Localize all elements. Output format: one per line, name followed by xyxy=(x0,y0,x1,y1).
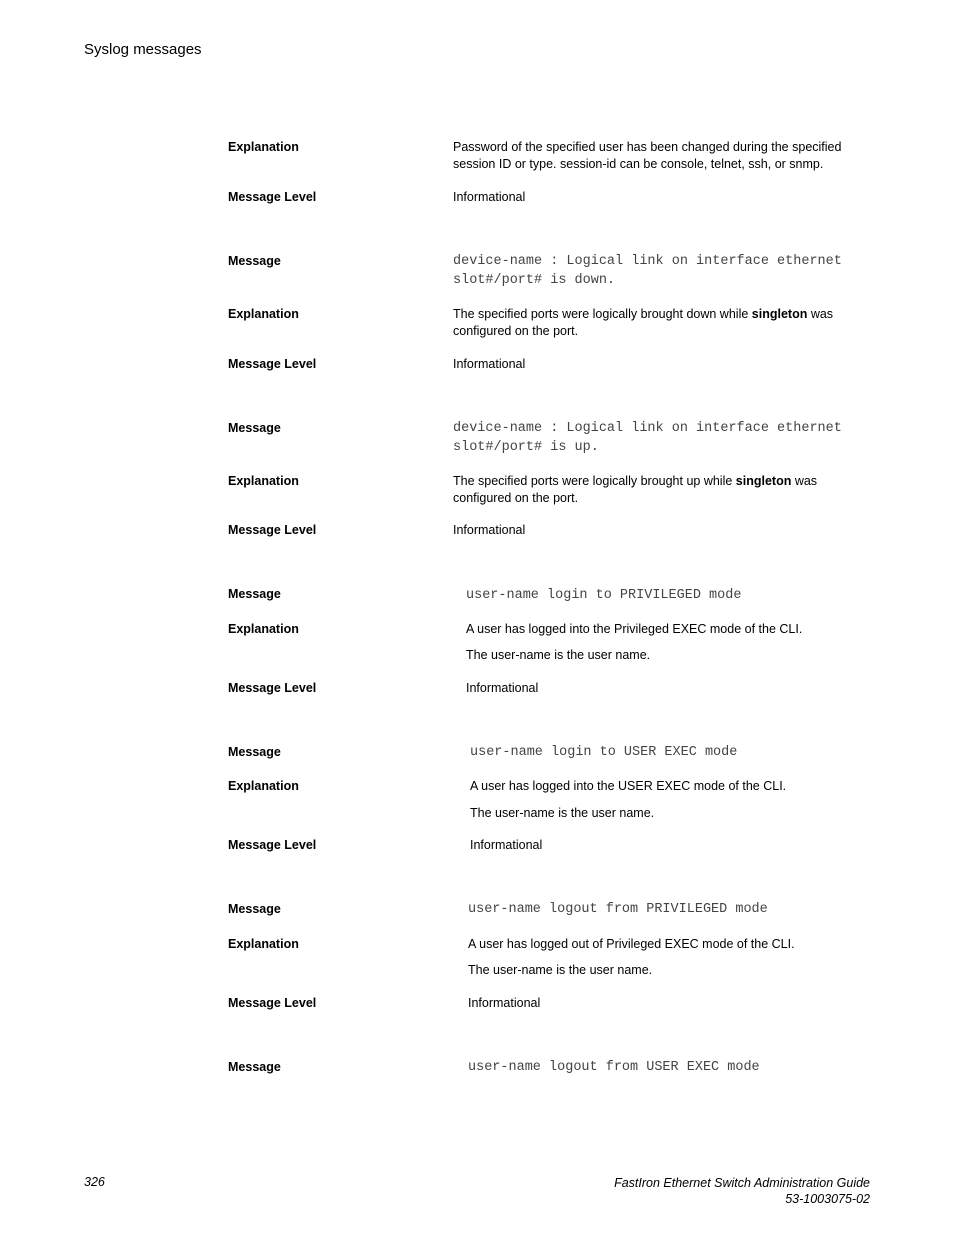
message-level-value: Informational xyxy=(468,996,541,1010)
running-header: Syslog messages xyxy=(84,41,202,58)
explanation-text: The specified ports were logically brought down while singleton was configured on the port. xyxy=(453,307,834,338)
message-text: user-name logout from PRIVILEGED mode xyxy=(468,902,768,917)
doc-number: 53-1003075-02 xyxy=(785,1192,870,1206)
explanation-label: Explanation xyxy=(228,307,299,321)
message-text: user-name login to USER EXEC mode xyxy=(470,745,738,760)
message-level-value: Informational xyxy=(453,523,526,537)
guide-title: FastIron Ethernet Switch Administration Guide xyxy=(614,1176,870,1190)
explanation-note: The user-name is the user name. xyxy=(468,963,653,977)
message-level-value: Informational xyxy=(453,190,526,204)
message-label: Message xyxy=(228,587,281,601)
message-label: Message xyxy=(228,1060,281,1074)
message-text: device-name : Logical link on interface ethernet slot#/port# is down. xyxy=(453,254,842,288)
explanation-text: Password of the specified user has been changed during the specified session ID or type. session-id can be console, telnet, ssh, or snmp. xyxy=(453,140,842,171)
message-level-label: Message Level xyxy=(228,996,317,1010)
message-label: Message xyxy=(228,745,281,759)
explanation-text: A user has logged into the Privileged EXEC mode of the CLI. xyxy=(466,622,803,636)
explanation-label: Explanation xyxy=(228,779,299,793)
message-level-label: Message Level xyxy=(228,190,317,204)
message-label: Message xyxy=(228,254,281,268)
message-level-value: Informational xyxy=(470,838,543,852)
message-level-label: Message Level xyxy=(228,523,317,537)
message-text: user-name logout from USER EXEC mode xyxy=(468,1060,760,1075)
explanation-label: Explanation xyxy=(228,140,299,154)
message-level-label: Message Level xyxy=(228,838,317,852)
message-text: device-name : Logical link on interface ethernet slot#/port# is up. xyxy=(453,421,842,455)
explanation-text: A user has logged out of Privileged EXEC mode of the CLI. xyxy=(468,937,795,951)
message-level-value: Informational xyxy=(466,681,539,695)
page-number: 326 xyxy=(84,1175,105,1189)
explanation-text: The specified ports were logically brought up while singleton was configured on the port. xyxy=(453,474,818,505)
message-level-value: Informational xyxy=(453,357,526,371)
explanation-label: Explanation xyxy=(228,622,299,636)
message-text: user-name login to PRIVILEGED mode xyxy=(466,588,742,603)
message-label: Message xyxy=(228,421,281,435)
message-level-label: Message Level xyxy=(228,357,317,371)
message-label: Message xyxy=(228,902,281,916)
explanation-label: Explanation xyxy=(228,474,299,488)
footer-doc-info xyxy=(614,1175,870,1207)
explanation-note: The user-name is the user name. xyxy=(466,648,651,662)
explanation-label: Explanation xyxy=(228,937,299,951)
message-level-label: Message Level xyxy=(228,681,317,695)
explanation-note: The user-name is the user name. xyxy=(470,806,655,820)
explanation-text: A user has logged into the USER EXEC mode of the CLI. xyxy=(470,779,787,793)
